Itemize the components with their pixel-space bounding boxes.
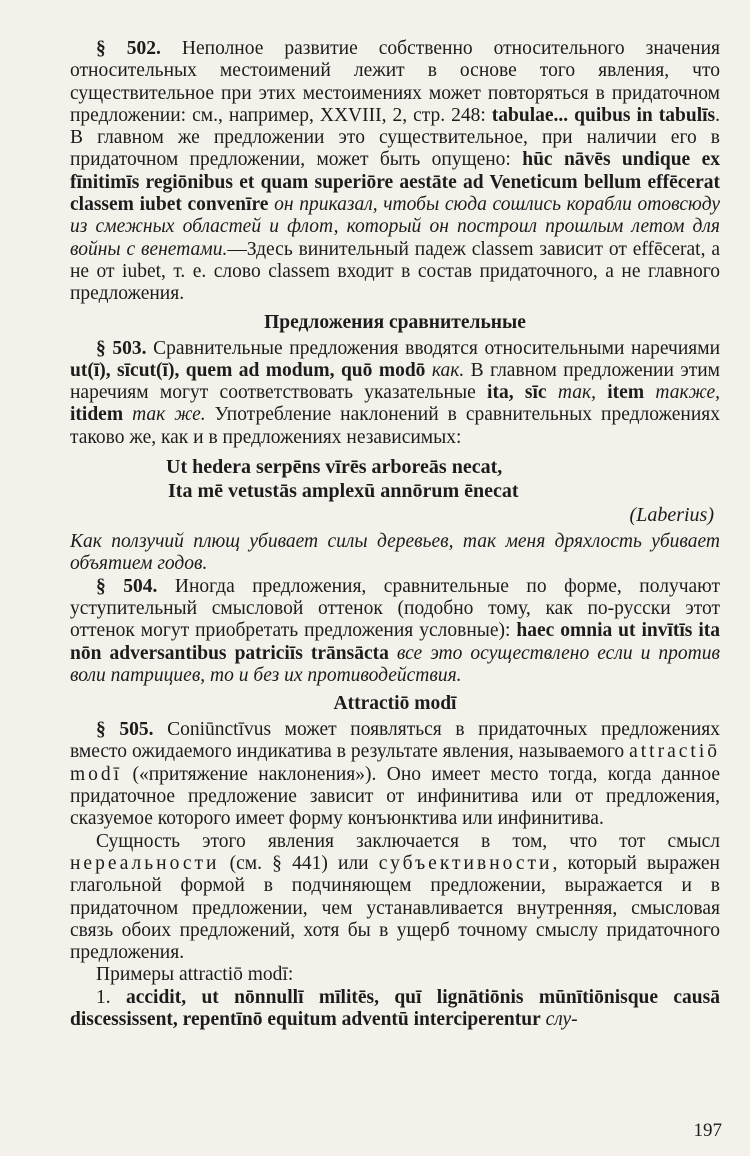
text-run: В главном предложении этим наречиям могут соответствовать указательные: [70, 359, 721, 404]
section-number: § 504.: [96, 575, 158, 597]
paragraph-503: [70, 338, 720, 449]
text-run: . В главном же предложении это существительное, при наличии его в придаточном предложении, может быть опущено:: [70, 104, 720, 171]
verse-quote: [70, 455, 720, 527]
latin-example: tabulae... quibus in tabulīs: [491, 104, 716, 126]
paragraph-essence: [70, 831, 720, 965]
section-number: § 502.: [96, 38, 161, 59]
text-run: Неполное развитие собственно относительного значения относительных местоимений лежит в основе того явления, что существительное при этих местоимениях может повторяться в придаточном предложении: см., например, XXVIII, 2, стр. 248:: [70, 38, 720, 126]
latin-example: ut(ī), sīcut(ī), quem ad modum, quō modō: [70, 359, 426, 381]
translation: как.: [425, 359, 465, 381]
latin-example: haec omnia ut invītīs ita nōn adversantibus patriciīs trānsācta: [70, 620, 720, 664]
latin-example: itidem: [70, 404, 124, 426]
spaced-term: attractiō modī: [70, 741, 720, 785]
latin-example: hūc nāvēs undique ex fīnitimīs regiōnibus et quam superiōre aestāte ad Veneticum bellum effēcerat classem iubet convenīre: [70, 149, 720, 216]
paragraph-504: [70, 576, 720, 687]
verse-line-2: Ita mē vetustās amplexū annōrum ēnecat: [168, 480, 519, 503]
text-run: Примеры attractiō modī:: [96, 964, 294, 986]
text-run: Употребление наклонений в сравнительных предложениях таково же, как и в предложениях независимых:: [70, 404, 720, 448]
section-number: § 505.: [96, 719, 154, 741]
text-run: , который выражен глагольной формой в подчиняющем предложении, выражается и в придаточном предложении, чем устанавливается внутренняя, смысловая связь обоих предложений, хотя бы в ущерб точному смыслу придаточного предложения.: [70, 852, 720, 964]
text-run: Сущность этого явления заключается в том, что тот смысл: [96, 830, 720, 852]
translation: Как ползучий плющ убивает силы деревьев, так меня дряхлость убивает объятием годов.: [70, 531, 720, 575]
heading-attractio-modi: Attractiō modī: [333, 693, 457, 715]
paragraph-505: [70, 719, 720, 830]
text-run: Coniūnctīvus может появляться в придаточных предложениях вместо ожидаемого индикатива в результате явления, называемого: [70, 719, 720, 763]
text-run: («притяжение наклонения»). Оно имеет место тогда, когда данное придаточное предложение зависит от инфинитива или от предложения, сказуемое которого имеет форму конъюнктива или инфинитива.: [70, 763, 720, 830]
translation: также,: [644, 382, 720, 404]
translation: так же.: [123, 404, 206, 426]
paragraph-examples-intro: [70, 964, 720, 986]
verse-line-1: Ut hedera serpēns vīrēs arboreās necat,: [166, 456, 503, 479]
text-run: Сравнительные предложения вводятся относительными наречиями: [146, 337, 721, 359]
spaced-term: субъективности: [378, 852, 553, 874]
paragraph-502: [70, 38, 720, 306]
verse-author: (Laberius): [629, 504, 714, 527]
latin-example: item: [607, 382, 645, 404]
section-number: § 503.: [96, 337, 147, 359]
example-number: 1.: [96, 986, 111, 1008]
example-1: [70, 987, 720, 1032]
page-number: 197: [693, 1120, 722, 1141]
page-text: [70, 38, 720, 1031]
heading-comparative-clauses: Предложения сравнительные: [264, 311, 526, 333]
spaced-term: нереальности: [70, 852, 220, 874]
text-run: (см. § 441) или: [219, 852, 379, 874]
translation: он приказал, чтобы сюда сошлись корабли отовсюду из смежных областей и флот, который он построил прошлым летом для войны с венетами.: [70, 194, 720, 260]
translation: так,: [546, 382, 608, 404]
translation: слу-: [540, 1008, 578, 1030]
latin-example: ita, sīc: [487, 382, 547, 404]
text-run: —Здесь винительный падеж classem зависит от effēcerat, а не от iubet, т. е. слово classem входит в состав придаточного, а не главного предложения.: [70, 238, 720, 305]
latin-example: accidit, ut nōnnullī mīlitēs, quī lignātiōnis mūnītiōnisque causā discessissent, repentīnō equitum adventū interciperentur: [70, 986, 720, 1030]
verse-translation: [70, 531, 720, 576]
text-run: Иногда предложения, сравнительные по форме, получают уступительный смысловой оттенок (подобно тому, как по-русски этот оттенок могут приобретать предложения условные):: [70, 575, 720, 642]
translation: все это осуществлено если и против воли патрициев, то и без их противодействия.: [70, 642, 720, 686]
